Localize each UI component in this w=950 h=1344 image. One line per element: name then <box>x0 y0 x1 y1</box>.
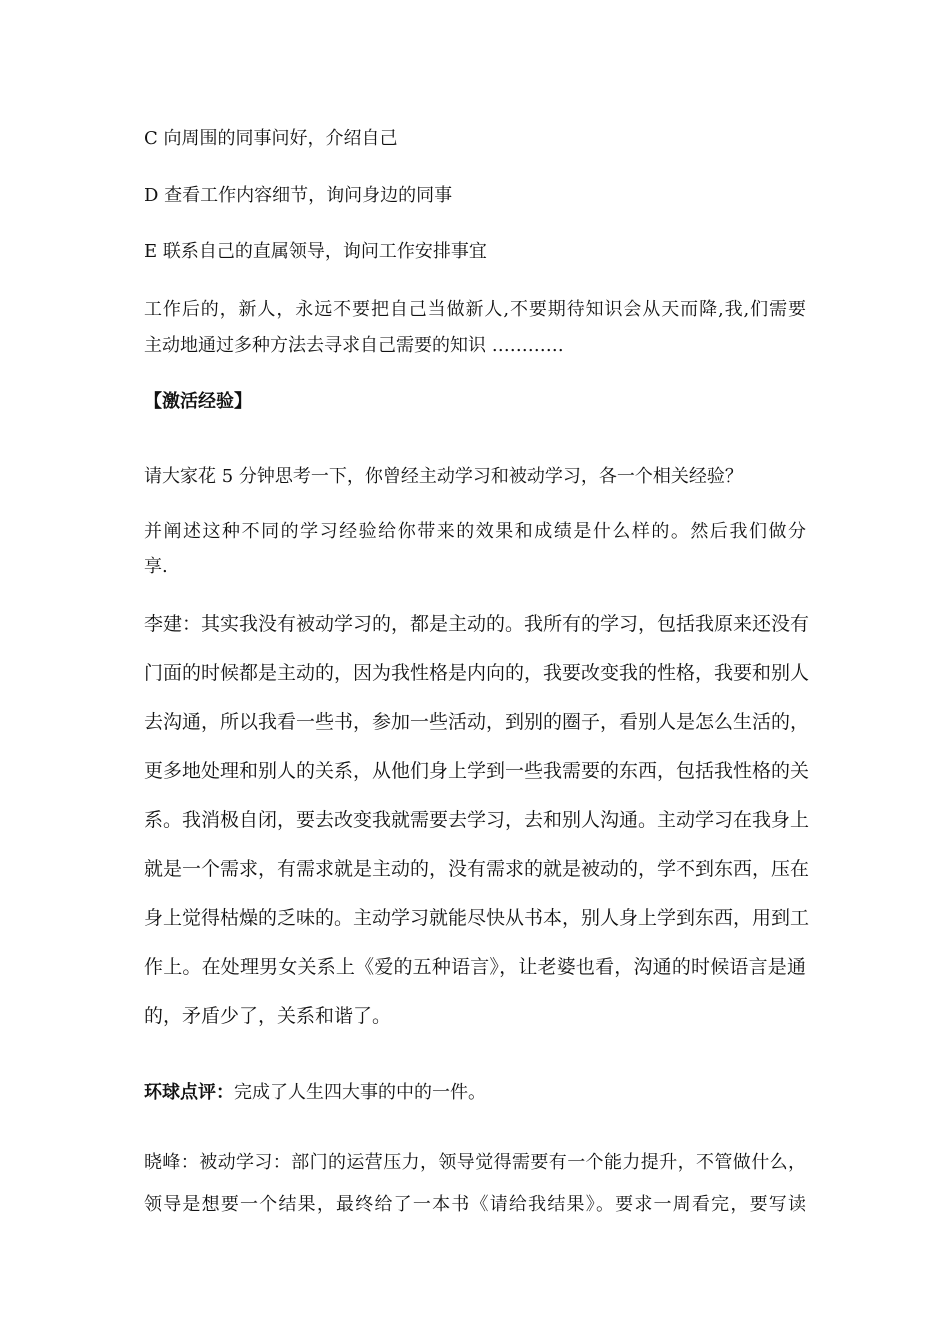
li-jian-paragraph <box>144 600 810 1041</box>
comment-text: 完成了人生四大事的中的一件。 <box>234 1082 486 1103</box>
prompt-line-1: 请大家花 5 分钟思考一下，你曾经主动学习和被动学习，各一个相关经验？ <box>144 466 743 487</box>
xiao-feng-paragraph <box>144 1142 806 1226</box>
section-heading: 【激活经验】 <box>144 391 252 412</box>
paragraph-line: 李建：其实我没有被动学习的，都是主动的。我所有的学习，包括我原来还没有 <box>144 613 810 635</box>
paragraph-line: 门面的时候都是主动的，因为我性格是内向的，我要改变我的性格，我要和别人 <box>144 662 810 684</box>
option-c: C 向周围的同事问好，介绍自己 <box>144 128 398 149</box>
option-e: E 联系自己的直属领导，询问工作安排事宜 <box>144 241 487 262</box>
paragraph-line: 身上觉得枯燥的乏味的。主动学习就能尽快从书本，别人身上学到东西，用到工 <box>144 907 810 929</box>
paragraph-line: 晓峰：被动学习：部门的运营压力，领导觉得需要有一个能力提升，不管做什么， <box>144 1152 806 1173</box>
prompt-line-2a: 并阐述这种不同的学习经验给你带来的效果和成绩是什么样的。然后我们做分 <box>144 521 806 542</box>
comment-label: 环球点评： <box>144 1082 234 1103</box>
paragraph-line: 去沟通，所以我看一些书，参加一些活动，到别的圈子，看别人是怎么生活的， <box>144 711 810 733</box>
intro-line-2: 主动地通过多种方法去寻求自己需要的知识 ………… <box>144 335 564 356</box>
option-d: D 查看工作内容细节，询问身边的同事 <box>144 185 453 206</box>
paragraph-line: 的，矛盾少了，关系和谐了。 <box>144 1005 392 1027</box>
paragraph-line: 就是一个需求，有需求就是主动的，没有需求的就是被动的，学不到东西，压在 <box>144 858 810 880</box>
paragraph-line: 领导是想要一个结果，最终给了一本书《请给我结果》。要求一周看完，要写读 <box>144 1194 806 1215</box>
prompt-line-2b: 享. <box>144 556 168 577</box>
paragraph-line: 作上。在处理男女关系上《爱的五种语言》，让老婆也看，沟通的时候语言是通 <box>144 956 806 978</box>
comment <box>144 1078 486 1104</box>
paragraph-line: 系。我消极自闭，要去改变我就需要去学习，去和别人沟通。主动学习在我身上 <box>144 809 810 831</box>
paragraph-line: 更多地处理和别人的关系，从他们身上学到一些我需要的东西，包括我性格的关 <box>144 760 810 782</box>
intro-line-1: 工作后的，新人，永远不要把自己当做新人,不要期待知识会从天而降,我,们需要 <box>144 299 806 320</box>
